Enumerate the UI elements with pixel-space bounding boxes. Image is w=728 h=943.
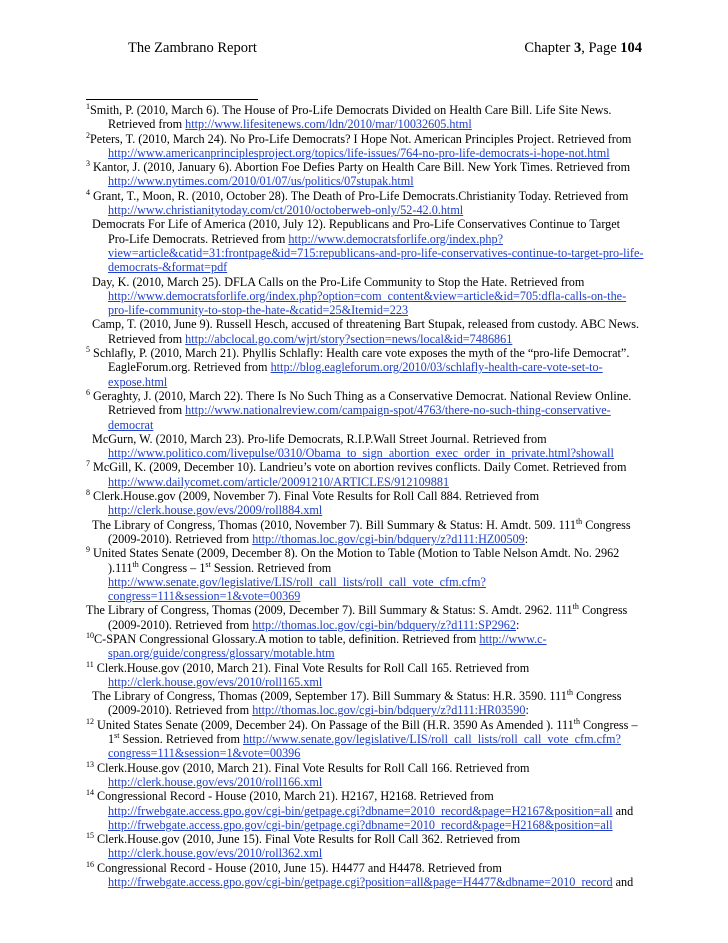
footnote-number: 3 <box>86 159 90 169</box>
footnote-item <box>86 689 644 718</box>
footnote-item <box>86 761 644 790</box>
footnote-text: Peters, T. (2010, March 24). No Pro-Life Democrats? I Hope Not. American Principles Project. Retrieved from <box>90 131 632 146</box>
footnote-number: 6 <box>86 387 90 397</box>
footnote-trailing-text: and <box>612 803 634 818</box>
footnote-item <box>86 661 644 690</box>
footnote-number: 11 <box>86 659 94 669</box>
footnote-text: Clerk.House.gov (2010, June 15). Final Vote Results for Roll Call 362. Retrieved from <box>94 832 521 847</box>
footnote-item <box>86 861 644 890</box>
page-number: 104 <box>620 40 642 56</box>
footnote-text: Smith, P. (2010, March 6). The House of Pro-Life Democrats Divided on Health Care Bill. Life Site News. Retrieved from <box>90 103 612 132</box>
footnote-text: Congressional Record - House (2010, March 21). H2167, H2168. Retrieved from <box>94 789 494 804</box>
footnote-number: 8 <box>86 488 90 498</box>
footnote-number: 9 <box>86 545 90 555</box>
footnote-link[interactable]: http://frwebgate.access.gpo.gov/cgi-bin/getpage.cgi?dbname=2010_record&page=H2168&position=all <box>108 817 613 832</box>
footnote-link[interactable]: http://www.c-span.org/guide/congress/glossary/motable.htm <box>108 631 547 661</box>
footnote-number: 16 <box>86 859 94 869</box>
footnote-text: The Library of Congress, Thomas (2010, November 7). Bill Summary & Status: H. Amdt. 509. 111th Congress (2009-2010). Retrieved from <box>92 516 631 546</box>
footnote-link[interactable]: http://clerk.house.gov/evs/2010/roll166.xml <box>108 774 323 789</box>
footnote-text: Geraghty, J. (2010, March 22). There Is No Such Thing as a Conservative Democrat. National Review Online. Retrieved from <box>90 388 632 418</box>
footnote-item <box>86 489 644 518</box>
footnote-text: Clerk.House.gov (2010, March 21). Final Vote Results for Roll Call 165. Retrieved from <box>93 660 530 675</box>
footnote-link[interactable]: http://www.nationalreview.com/campaign-spot/4763/there-no-such-thing-conservative-democrat <box>108 403 611 432</box>
footnote-link[interactable]: http://www.christianitytoday.com/ct/2010/octoberweb-only/52-42.0.html <box>108 203 464 218</box>
footnote-link[interactable]: http://www.politico.com/livepulse/0310/Obama_to_sign_abortion_exec_order_in_private.html?showall <box>108 446 614 461</box>
footnote-text: McGill, K. (2009, December 10). Landrieu’s vote on abortion revives conflicts. Daily Comet. Retrieved from <box>90 460 627 475</box>
footnote-trailing-text: : <box>516 617 520 632</box>
footnote-number: 14 <box>86 788 94 798</box>
footnote-item <box>86 432 644 461</box>
footnote-link[interactable]: http://thomas.loc.gov/cgi-bin/bdquery/z?d111:HR03590 <box>252 703 526 718</box>
footnote-number: 10 <box>86 630 94 640</box>
footnote-text: Congressional Record - House (2010, June 15). H4477 and H4478. Retrieved from <box>94 860 502 875</box>
footnote-number: 2 <box>86 130 90 140</box>
footnote-link[interactable]: http://www.democratsforlife.org/index.php?option=com_content&view=article&id=705:dfla-calls-on-the-pro-life-community-to-stop-the-hate-&catid=25&Itemid=223 <box>108 288 627 318</box>
footnote-item <box>86 189 644 218</box>
footnote-item <box>86 789 644 832</box>
chapter-prefix: Chapter <box>524 40 574 56</box>
footnote-link[interactable]: http://frwebgate.access.gpo.gov/cgi-bin/getpage.cgi?dbname=2010_record&page=H2167&position=all <box>108 803 613 818</box>
chapter-page-label <box>524 40 642 57</box>
footnote-link[interactable]: http://www.americanprinciplesproject.org/topics/life-issues/764-no-pro-life-democrats-i-hope-not.html <box>108 145 610 160</box>
footnote-text: Grant, T., Moon, R. (2010, October 28). The Death of Pro-Life Democrats.Christianity Today. Retrieved from <box>90 188 629 203</box>
footnote-number: 13 <box>86 759 94 769</box>
footnote-number: 4 <box>86 187 90 197</box>
footnote-text: Camp, T. (2010, June 9). Russell Hesch, accused of threatening Bart Stupak, released from custody. ABC News. Retrieved from <box>92 317 640 346</box>
footnote-item <box>86 389 644 432</box>
footnote-link[interactable]: http://www.dailycomet.com/article/20091210/ARTICLES/912109881 <box>108 474 450 489</box>
footnote-item <box>86 132 644 161</box>
page-prefix: , Page <box>581 40 621 56</box>
footnote-link[interactable]: http://blog.eagleforum.org/2010/03/schlafly-health-care-vote-set-to-expose.html <box>108 360 603 389</box>
footnote-link[interactable]: http://frwebgate.access.gpo.gov/cgi-bin/getpage.cgi?position=all&page=H4477&dbname=2010_record <box>108 875 613 890</box>
footnote-text: Clerk.House.gov (2010, March 21). Final Vote Results for Roll Call 166. Retrieved from <box>94 760 530 775</box>
footnote-link[interactable]: http://www.nytimes.com/2010/01/07/us/politics/07stupak.html <box>108 174 414 189</box>
footnote-text: C-SPAN Congressional Glossary.A motion to table, definition. Retrieved from <box>94 631 480 646</box>
footnote-item <box>86 275 644 318</box>
page-header <box>128 40 642 60</box>
footnotes-list <box>86 103 644 889</box>
footnote-link[interactable]: http://www.democratsforlife.org/index.php?view=article&catid=31:frontpage&id=715:republicans-and-pro-life-conservatives-continue-to-target-pro-life-democrats-&format=pdf <box>108 231 644 275</box>
footnote-text: The Library of Congress, Thomas (2009, December 7). Bill Summary & Status: S. Amdt. 2962. 111th Congress (2009-2010). Retrieved from <box>86 602 628 632</box>
footnote-trailing-text: : <box>524 531 529 546</box>
footnote-item <box>86 346 644 389</box>
footnote-trailing-text: : <box>525 703 529 718</box>
footnote-text: Democrats For Life of America (2010, July 12). Republicans and Pro-Life Conservatives Continue to Target Pro-Life Democrats. Retrieved from <box>92 217 621 246</box>
footnote-text: United States Senate (2009, December 24). On Passage of the Bill (H.R. 3590 As Amended ). 111th Congress – 1st Session. Retrieved from <box>94 716 638 747</box>
footnote-link[interactable]: http://www.senate.gov/legislative/LIS/roll_call_lists/roll_call_vote_cfm.cfm?congress=111&session=1&vote=00396 <box>108 732 621 761</box>
footnote-text: The Library of Congress, Thomas (2009, September 17). Bill Summary & Status: H.R. 3590. 111th Congress (2009-2010). Retrieved from <box>92 688 622 718</box>
footnote-text: Clerk.House.gov (2009, November 7). Final Vote Results for Roll Call 884. Retrieved from <box>90 489 540 504</box>
footnote-link[interactable]: http://clerk.house.gov/evs/2010/roll362.xml <box>108 846 323 861</box>
report-title: The Zambrano Report <box>128 40 257 56</box>
footnote-separator <box>86 99 258 100</box>
footnote-trailing-text: and <box>612 875 634 890</box>
footnote-link[interactable]: http://clerk.house.gov/evs/2010/roll165.xml <box>108 674 323 689</box>
footnote-item <box>86 103 644 132</box>
footnote-link[interactable]: http://clerk.house.gov/evs/2009/roll884.xml <box>108 503 323 518</box>
footnote-item <box>86 518 644 547</box>
footnote-number: 5 <box>86 345 90 355</box>
footnote-item <box>86 832 644 861</box>
footnote-number: 7 <box>86 459 90 469</box>
footnote-link[interactable]: http://www.senate.gov/legislative/LIS/roll_call_lists/roll_call_vote_cfm.cfm?congress=111&session=1&vote=00369 <box>108 574 486 604</box>
footnote-text: United States Senate (2009, December 8). On the Motion to Table (Motion to Table Nelson Amdt. No. 2962 ).111th Congress – 1st Session. Retrieved from <box>90 546 620 575</box>
footnote-link[interactable]: http://thomas.loc.gov/cgi-bin/bdquery/z?d111:HZ00509 <box>252 531 525 546</box>
footnote-text: Schlafly, P. (2010, March 21). Phyllis Schlafly: Health care vote exposes the myth of the “pro-life Democrat”. EagleForum.org. Retrieved from <box>90 346 630 375</box>
footnote-item <box>86 632 644 661</box>
footnote-item <box>86 217 644 274</box>
footnote-item <box>86 317 644 346</box>
footnote-text: Day, K. (2010, March 25). DFLA Calls on the Pro-Life Community to Stop the Hate. Retrieved from <box>92 274 585 289</box>
footnote-text: McGurn, W. (2010, March 23). Pro-life Democrats, R.I.P.Wall Street Journal. Retrieved from <box>92 431 547 446</box>
footnote-number: 12 <box>86 716 94 726</box>
footnote-item <box>86 718 644 761</box>
footnote-number: 15 <box>86 831 94 841</box>
footnote-text: Kantor, J. (2010, January 6). Abortion Foe Defies Party on Health Care Bill. New York Times. Retrieved from <box>90 160 631 175</box>
chapter-number: 3 <box>573 40 582 56</box>
footnote-number: 1 <box>86 102 90 111</box>
footnote-item <box>86 603 644 632</box>
footnote-link[interactable]: http://www.lifesitenews.com/ldn/2010/mar/10032605.html <box>185 117 472 132</box>
footnote-link[interactable]: http://abclocal.go.com/wjrt/story?section=news/local&id=7486861 <box>185 331 513 346</box>
footnote-link[interactable]: http://thomas.loc.gov/cgi-bin/bdquery/z?d111:SP2962 <box>252 617 516 632</box>
footnote-item <box>86 546 644 603</box>
footnote-item <box>86 160 644 189</box>
footnote-item <box>86 460 644 489</box>
